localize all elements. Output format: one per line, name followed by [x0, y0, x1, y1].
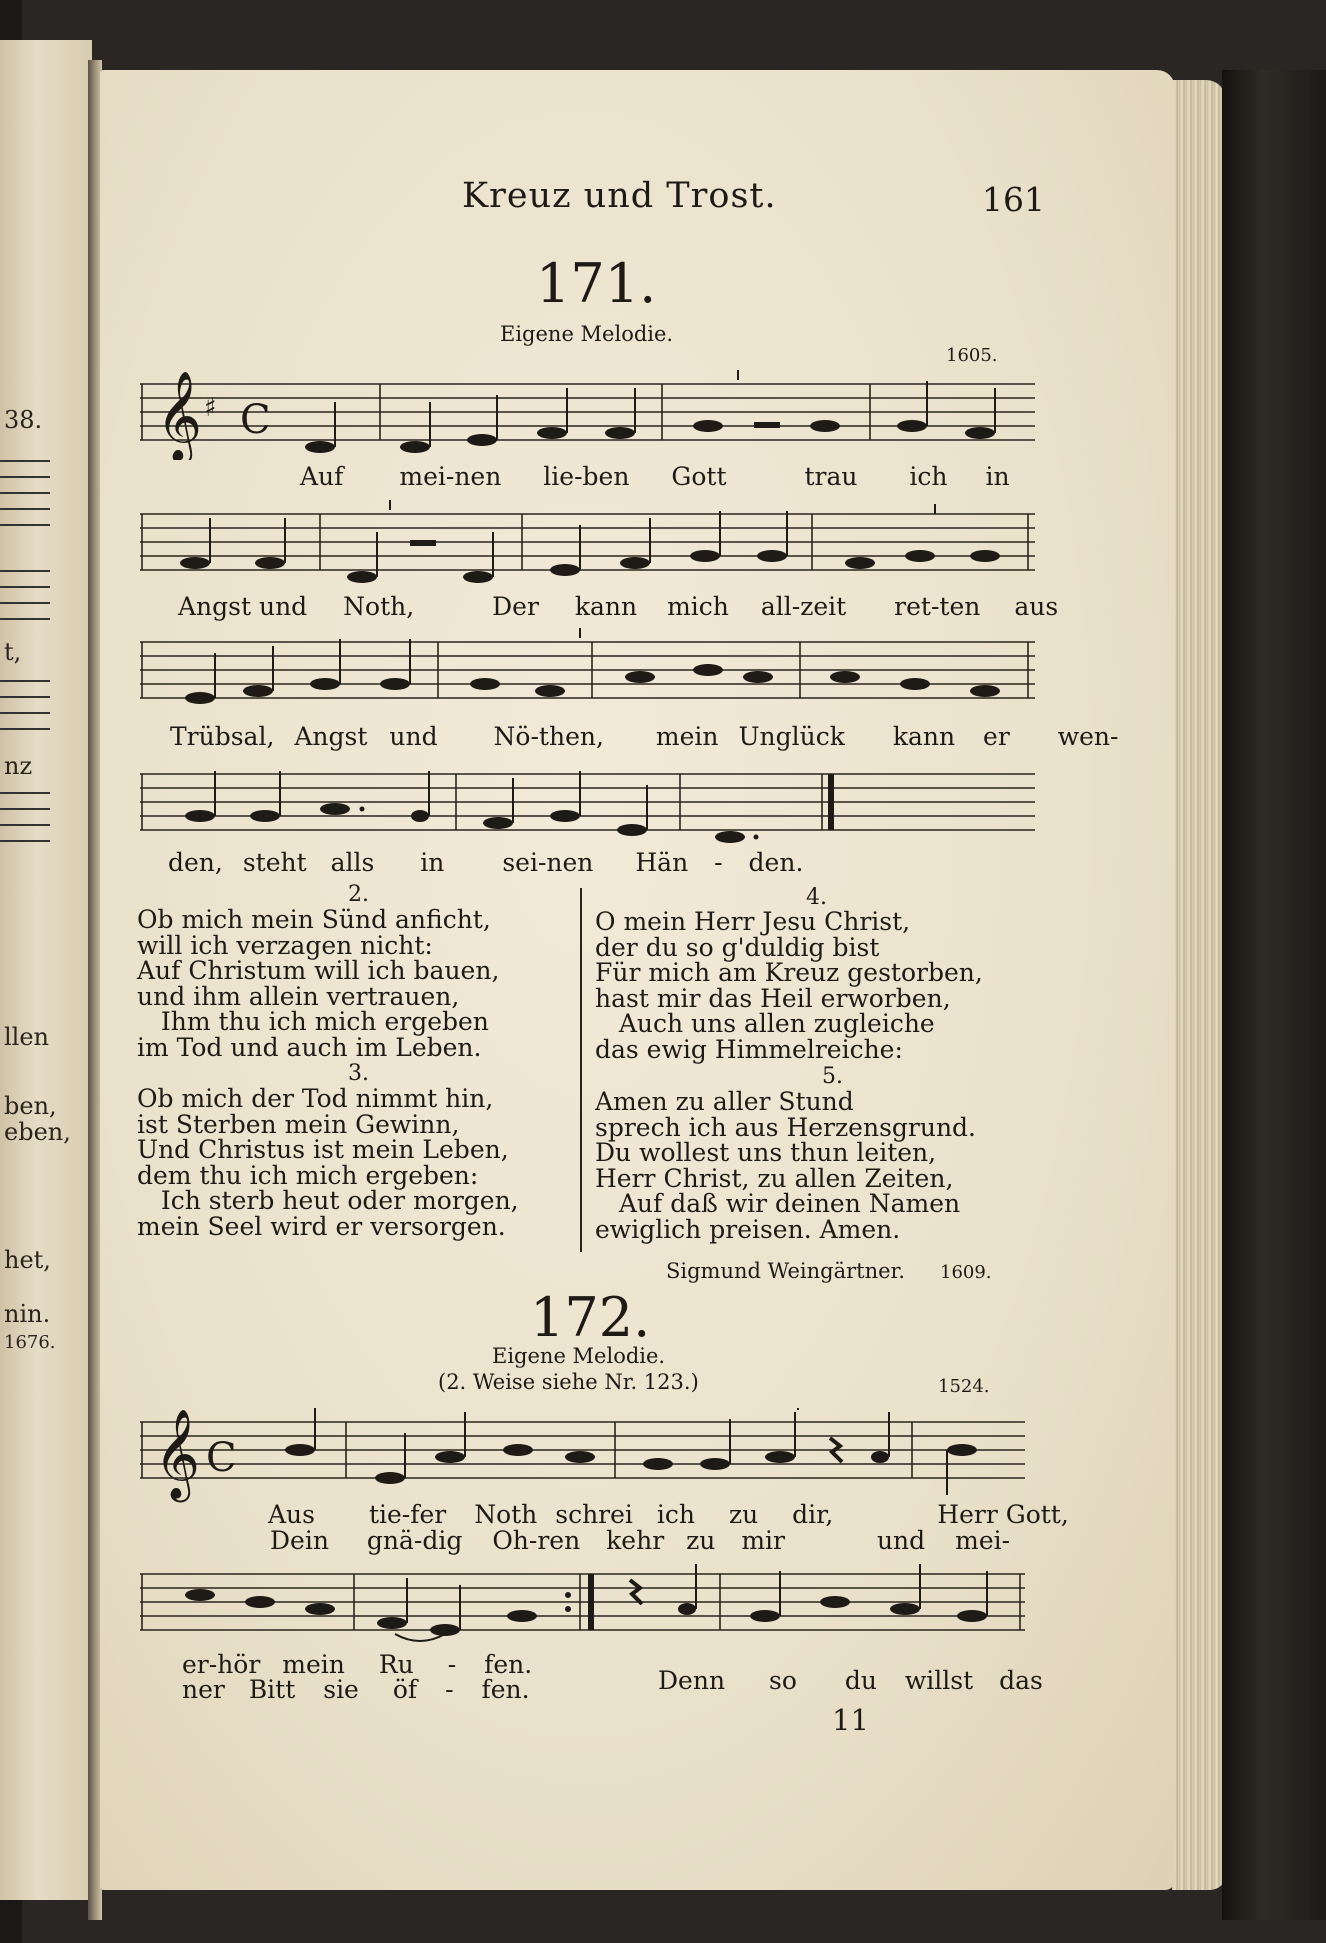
left-fragment: ben, [4, 1092, 57, 1120]
lyric-172-line2a: er-hör mein Ru - fen. [182, 1650, 533, 1679]
page-number: 161 [982, 180, 1045, 219]
lyric-172-line2c: Denn so du willst das [658, 1666, 1043, 1695]
stanza-text: Ob mich der Tod nimmt hin, ist Sterben mein Gewinn, Und Christus ist mein Leben, dem thu ich mich ergeben: Ich sterb heut oder morgen, mein Seel wird er versorgen. [137, 1084, 519, 1241]
left-fragment: t, [4, 638, 22, 666]
left-staff-line [0, 840, 50, 842]
left-staff-line [0, 728, 50, 730]
left-fragment: nin. [4, 1300, 51, 1328]
svg-text:C: C [206, 1435, 237, 1481]
left-staff-line [0, 712, 50, 714]
left-fragment: nz [4, 752, 33, 780]
left-fragment: 38. [4, 406, 43, 434]
left-staff-line [0, 618, 50, 620]
left-staff-line [0, 524, 50, 526]
author-year: 1609. [940, 1262, 992, 1283]
left-page-fragment [0, 40, 92, 1900]
hymn-author: Sigmund Weingärtner. [666, 1259, 905, 1283]
running-title: Kreuz und Trost. [462, 176, 777, 216]
lyric-172-line2b: ner Bitt sie öf - fen. [182, 1675, 530, 1704]
lyric-171-line2: Angst und Noth, Der kann mich all-zeit ret-ten aus [178, 592, 1059, 621]
stanza-number: 2. [348, 882, 369, 907]
svg-text:C: C [240, 397, 271, 443]
music-staff-171-2 [140, 500, 1035, 600]
left-staff-line [0, 492, 50, 494]
stanza-number: 5. [822, 1064, 843, 1089]
quarter-rest-icon [630, 1580, 642, 1604]
left-fragment: 1676. [4, 1332, 56, 1353]
left-staff-line [0, 570, 50, 572]
hymn-number: 172. [530, 1286, 651, 1349]
left-staff-line [0, 460, 50, 462]
music-staff-171-4 [140, 760, 1035, 860]
stanza-number: 4. [806, 885, 827, 910]
left-staff-line [0, 602, 50, 604]
hymn-number: 171. [536, 252, 657, 315]
left-fragment: het, [4, 1246, 51, 1274]
treble-clef-icon: 𝄞 [154, 1409, 201, 1499]
book-cover-edge [1222, 70, 1326, 1920]
left-staff-line [0, 476, 50, 478]
stanza-text: Amen zu aller Stund sprech ich aus Herzensgrund. Du wollest uns thun leiten, Herr Christ, zu allen Zeiten, Auf daß wir deinen Namen ewiglich preisen. Amen. [595, 1087, 977, 1244]
lyric-172-line1a: Aus tie-fer Noth schrei ich zu dir, Herr Gott, [268, 1500, 1069, 1529]
left-fragment: eben, [4, 1118, 71, 1146]
music-staff-171-1 [140, 370, 1035, 460]
lyric-171-line3: Trübsal, Angst und Nö-then, mein Unglück kann er wen- [170, 722, 1119, 751]
music-staff-171-3 [140, 628, 1035, 728]
left-staff-line [0, 824, 50, 826]
lyric-171-line4: den, steht alls in sei-nen Hän - den. [168, 848, 804, 877]
stanza-text: Ob mich mein Sünd anficht, will ich verzagen nicht: Auf Christum will ich bauen, und ihm allein vertrauen, Ihm thu ich mich ergeben im Tod und auch im Leben. [137, 905, 500, 1062]
treble-clef-icon: 𝄞 [156, 371, 203, 460]
melody-year: 1524. [938, 1376, 990, 1397]
left-staff-line [0, 586, 50, 588]
stanza-number: 3. [348, 1061, 369, 1086]
left-staff-line [0, 696, 50, 698]
melody-label: Eigene Melodie. [492, 1344, 666, 1368]
signature-mark: 11 [832, 1703, 869, 1737]
left-fragment: llen [4, 1023, 50, 1051]
left-staff-line [0, 808, 50, 810]
lyric-172-line1b: Dein gnä-dig Oh-ren kehr zu mir und mei- [270, 1526, 1011, 1555]
melody-note: (2. Weise siehe Nr. 123.) [438, 1370, 699, 1394]
melody-label: Eigene Melodie. [500, 322, 674, 346]
melody-year: 1605. [946, 345, 998, 366]
page-edges [1172, 80, 1226, 1890]
music-staff-172-1 [140, 1408, 1025, 1508]
column-divider [580, 888, 582, 1252]
left-staff-line [0, 792, 50, 794]
stanza-text: O mein Herr Jesu Christ, der du so g'duldig bist Für mich am Kreuz gestorben, hast mir das Heil erworben, Auch uns allen zugleiche das ewig Himmelreiche: [595, 907, 983, 1064]
left-staff-line [0, 680, 50, 682]
music-staff-172-2 [140, 1560, 1025, 1660]
svg-text:♯: ♯ [204, 393, 217, 423]
left-staff-line [0, 508, 50, 510]
lyric-171-line1: Auf mei-nen lie-ben Gott trau ich in [300, 462, 1010, 491]
